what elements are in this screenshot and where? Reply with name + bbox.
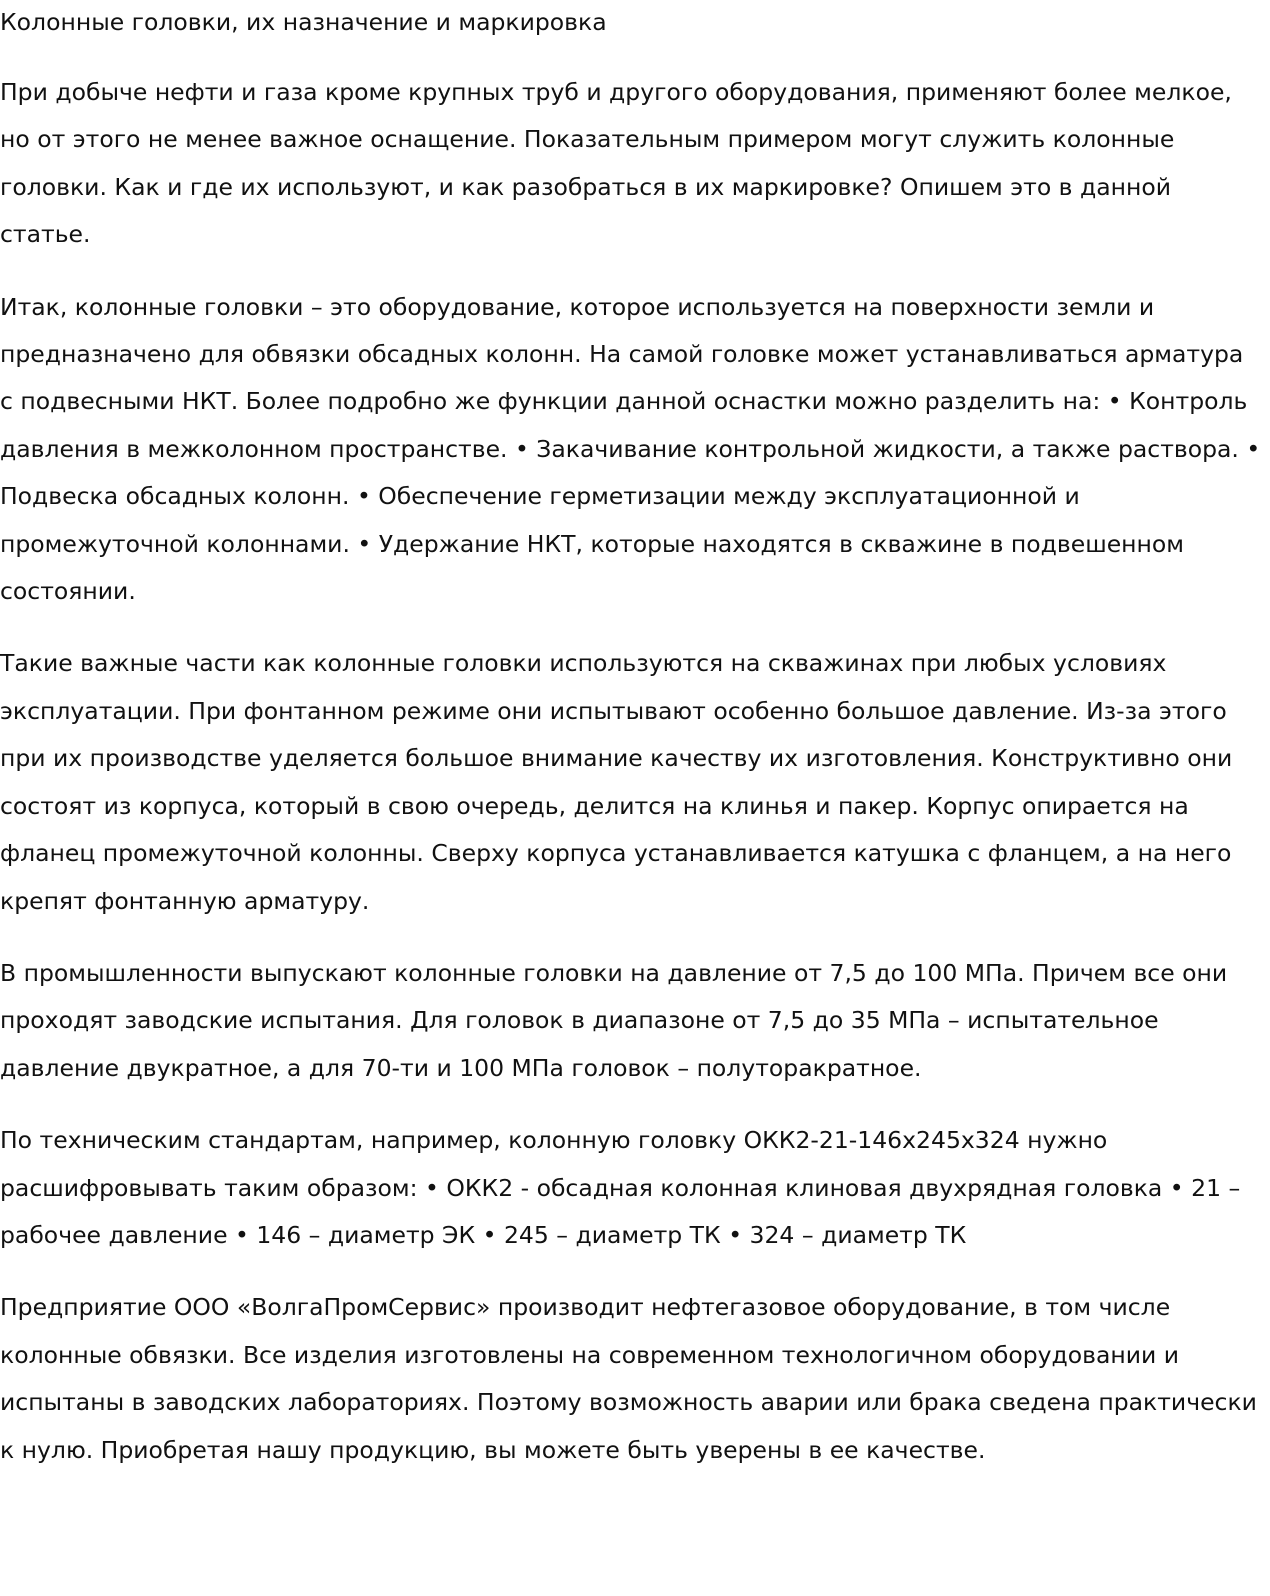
article-title: Колонные головки, их назначение и маркировка: [0, 8, 607, 36]
paragraph-company: Предприятие ООО «ВолгаПромСервис» производит нефтегазовое оборудование, в том числе колонные обвязки. Все изделия изготовлены на современном технологичном оборудовании и испытаны в заводских лабораториях. Поэтому возможность аварии или брака сведена практически к нулю. Приобретая нашу продукцию, вы можете быть уверены в ее качестве.: [0, 1293, 1257, 1464]
paragraph-construction: Такие важные части как колонные головки используются на скважинах при любых условиях эксплуатации. При фонтанном режиме они испытывают особенно большое давление. Из-за этого при их производстве уделяется большое внимание качеству их изготовления. Конструктивно они состоят из корпуса, который в свою очередь, делится на клинья и пакер. Корпус опирается на фланец промежуточной колонны. Сверху корпуса устанавливается катушка с фланцем, а на него крепят фонтанную арматуру.: [0, 649, 1233, 915]
paragraph-pressure: В промышленности выпускают колонные головки на давление от 7,5 до 100 МПа. Причем все они проходят заводские испытания. Для головок в диапазоне от 7,5 до 35 МПа – испытательное давление двукратное, а для 70-ти и 100 МПа головок – полуторакратное.: [0, 958, 1228, 1082]
paragraph-intro: При добыче нефти и газа кроме крупных труб и другого оборудования, применяют более мелкое, но от этого не менее важное оснащение. Показательным примером могут служить колонные головки. Как и где их используют, и как разобраться в их маркировке? Опишем это в данной статье.: [0, 78, 1232, 249]
paragraph-definition: Итак, колонные головки – это оборудование, которое используется на поверхности земли и предназначено для обвязки обсадных колонн. На самой головке может устанавливаться арматура с подвесными НКТ. Более подробно же функции данной оснастки можно разделить на: • Контроль давления в межколонном пространстве. • Закачивание контрольной жидкости, а также раствора. • Подвеска обсадных колонн. • Обеспечение герметизации между эксплуатационной и промежуточной колоннами. • Удержание НКТ, которые находятся в скважине в подвешенном состоянии.: [0, 292, 1261, 606]
paragraph-marking: По техническим стандартам, например, колонную головку ОКК2-21-146х245х324 нужно расшифровывать таким образом: • ОКК2 - обсадная колонная клиновая двухрядная головка • 21 – рабочее давление • 146 – диаметр ЭК • 245 – диаметр ТК • 324 – диаметр ТК: [0, 1126, 1241, 1249]
